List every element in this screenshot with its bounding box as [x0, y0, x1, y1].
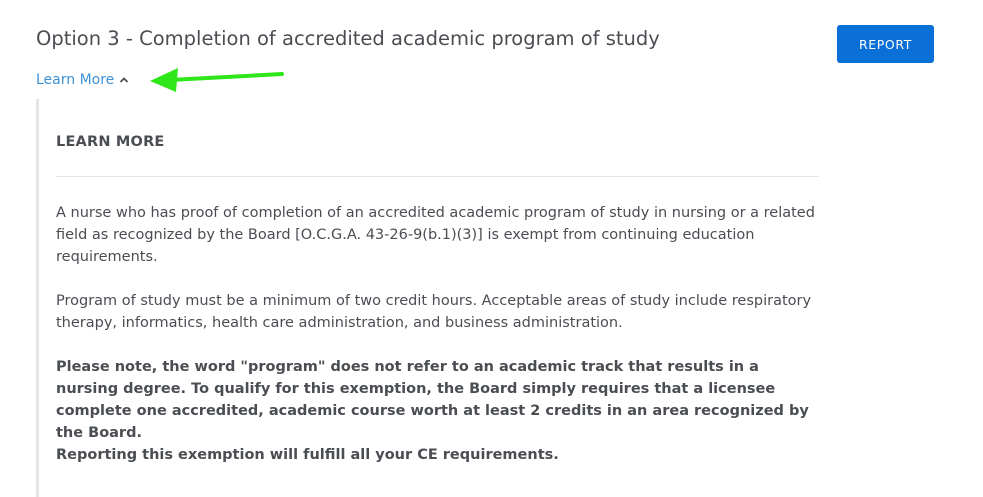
report-button[interactable]: REPORT [837, 25, 934, 63]
chevron-up-icon [119, 76, 129, 84]
learn-more-panel [36, 99, 822, 497]
paragraph-exemption-description: A nurse who has proof of completion of an accredited academic program of study in nursing or a related field as recognized by the Board [O.C.G.A. 43-26-9(b.1)(3)] is exempt from continuing education requirements. [56, 205, 815, 265]
paragraph-program-note: Please note, the word "program" does not refer to an academic track that results in a nursing degree. To qualify for this exemption, the Board simply requires that a licensee complete one accredited, academic course worth at least 2 credits in an area recognized by the Board. [56, 359, 809, 441]
paragraph-fulfillment-note: Reporting this exemption will fulfill all your CE requirements. [56, 447, 559, 463]
panel-divider [56, 176, 819, 177]
paragraph-program-requirements: Program of study must be a minimum of two credit hours. Acceptable areas of study include respiratory therapy, informatics, health care administration, and business administration. [56, 293, 812, 331]
panel-heading: LEARN MORE [56, 134, 165, 150]
learn-more-toggle[interactable] [36, 72, 129, 88]
option-title: Option 3 - Completion of accredited academic program of study [36, 27, 660, 50]
learn-more-label: Learn More [36, 72, 115, 88]
green-arrow-icon [148, 62, 288, 94]
